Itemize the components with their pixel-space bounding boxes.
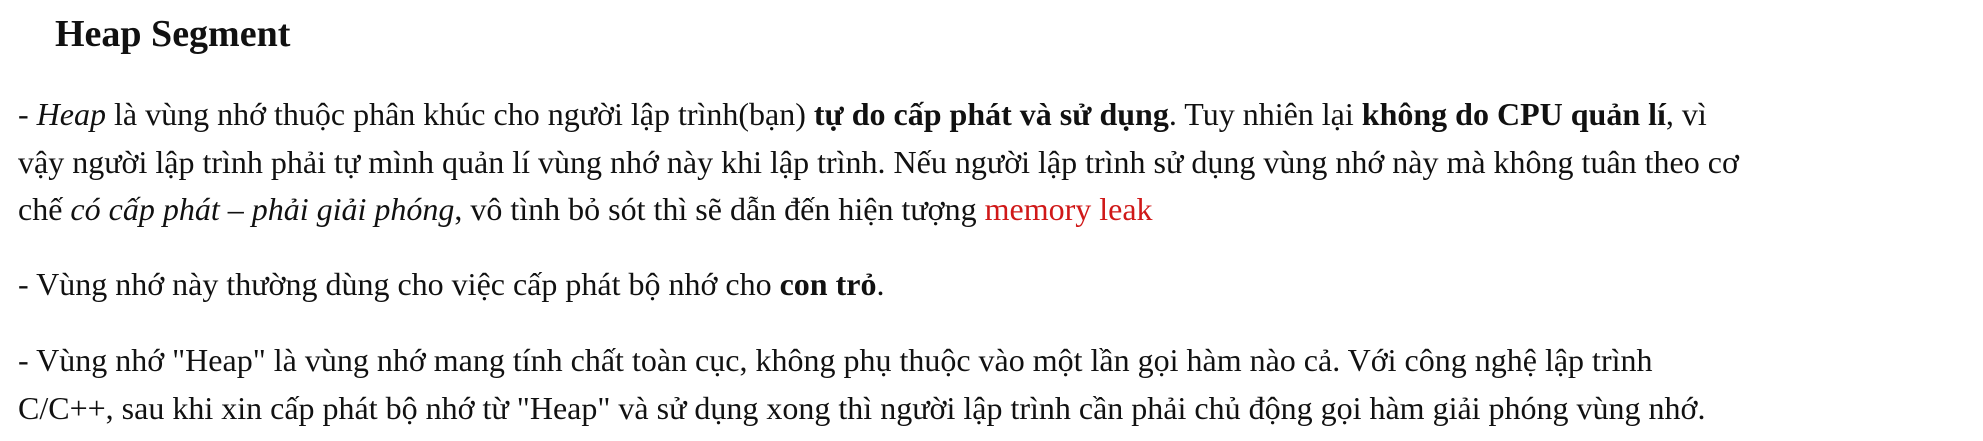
memory-leak-highlight: memory leak bbox=[984, 191, 1153, 227]
section-heading: Heap Segment bbox=[55, 13, 291, 55]
paragraph-line bbox=[18, 186, 1973, 234]
text-segment: . Tuy nhiên lại bbox=[1168, 96, 1362, 132]
paragraph-pointer-usage bbox=[18, 261, 1973, 309]
italic-phrase-allocate-free: có cấp phát – phải giải phóng bbox=[70, 191, 455, 227]
term-heap: Heap bbox=[36, 96, 106, 132]
text-segment: . bbox=[876, 266, 885, 302]
paragraph-line: - Vùng nhớ "Heap" là vùng nhớ mang tính chất toàn cục, không phụ thuộc vào một lần gọi hàm nào cả. Với công nghệ lập trình bbox=[18, 342, 1653, 378]
list-dash: - bbox=[18, 96, 37, 132]
bold-phrase-free-allocation: tự do cấp phát và sử dụng bbox=[813, 96, 1169, 132]
bold-phrase-not-cpu-managed: không do CPU quản lí bbox=[1361, 96, 1666, 132]
bold-phrase-pointer: con trỏ bbox=[779, 266, 877, 302]
text-segment: chế bbox=[18, 191, 71, 227]
text-segment: , vì bbox=[1665, 96, 1707, 132]
text-segment: là vùng nhớ thuộc phân khúc cho người lập trình(bạn) bbox=[105, 96, 814, 132]
paragraph-line: vậy người lập trình phải tự mình quản lí vùng nhớ này khi lập trình. Nếu người lập trình sử dụng vùng nhớ này mà không tuân theo cơ bbox=[18, 143, 1739, 180]
text-segment: , vô tình bỏ sót thì sẽ dẫn đến hiện tượng bbox=[454, 191, 985, 227]
paragraph-line bbox=[18, 91, 1973, 139]
paragraph-line: C/C++, sau khi xin cấp phát bộ nhớ từ "Heap" và sử dụng xong thì người lập trình cần phải chủ động gọi hàm giải phóng vùng nhớ. bbox=[18, 389, 1706, 426]
paragraph-global-scope bbox=[18, 337, 1973, 432]
paragraph-heap-definition bbox=[18, 91, 1973, 234]
text-segment: - Vùng nhớ này thường dùng cho việc cấp phát bộ nhớ cho bbox=[18, 266, 780, 302]
paragraph-line bbox=[18, 261, 1973, 309]
